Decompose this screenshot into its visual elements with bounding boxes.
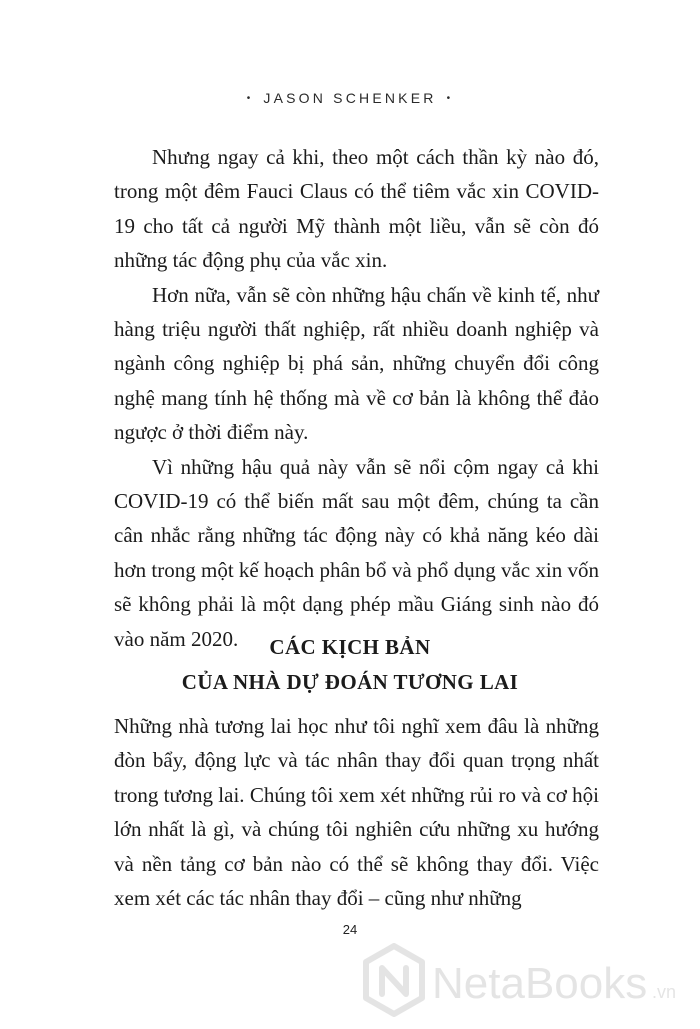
body-text-top <box>114 140 599 656</box>
paragraph: Hơn nữa, vẫn sẽ còn những hậu chấn về kinh tế, như hàng triệu người thất nghiệp, rất nhiều doanh nghiệp và ngành công nghiệp bị phá sản, những chuyển đổi công nghệ mang tính hệ thống mà về cơ bản là không thể đảo ngược ở thời điểm này. <box>114 282 599 445</box>
netabooks-watermark <box>358 940 693 1020</box>
header-bullet-right: • <box>446 93 454 104</box>
header-bullet-left: • <box>246 93 254 104</box>
page-number: 24 <box>342 922 358 937</box>
netabooks-logo-icon <box>366 946 422 1014</box>
section-heading <box>0 630 700 700</box>
running-header <box>0 90 700 106</box>
paragraph: Nhưng ngay cả khi, theo một cách thần kỳ nào đó, trong một đêm Fauci Claus có thể tiêm vắc xin COVID-19 cho tất cả người Mỹ thành một liều, vẫn sẽ còn đó những tác động phụ của vắc xin. <box>114 145 599 273</box>
paragraph: Vì những hậu quả này vẫn sẽ nổi cộm ngay cả khi COVID-19 có thể biến mất sau một đêm, chúng ta cần cân nhắc rằng những tác động này có khả năng kéo dài hơn trong một kế hoạch phân bổ và phổ dụng vắc xin vốn sẽ không phải là một dạng phép mầu Giáng sinh nào đó vào năm 2020. <box>114 454 599 651</box>
body-text-bottom <box>114 709 599 915</box>
watermark-brand-text: NetaBooks <box>432 959 648 1008</box>
section-heading-line-2: CỦA NHÀ DỰ ĐOÁN TƯƠNG LAI <box>181 670 519 694</box>
netabooks-logo <box>358 940 693 1020</box>
watermark-suffix-text: .vn <box>652 982 677 1002</box>
paragraph: Những nhà tương lai học như tôi nghĩ xem đâu là những đòn bẩy, động lực và tác nhân thay đổi quan trọng nhất trong tương lai. Chúng tôi xem xét những rủi ro và cơ hội lớn nhất là gì, và chúng tôi nghiên cứu những xu hướng và nền tảng cơ bản nào có thể sẽ không thay đổi. Việc xem xét các tác nhân thay đổi – cũng như những <box>114 714 599 911</box>
author-name: JASON SCHENKER <box>263 90 437 106</box>
section-heading-line-1: CÁC KỊCH BẢN <box>269 635 431 659</box>
